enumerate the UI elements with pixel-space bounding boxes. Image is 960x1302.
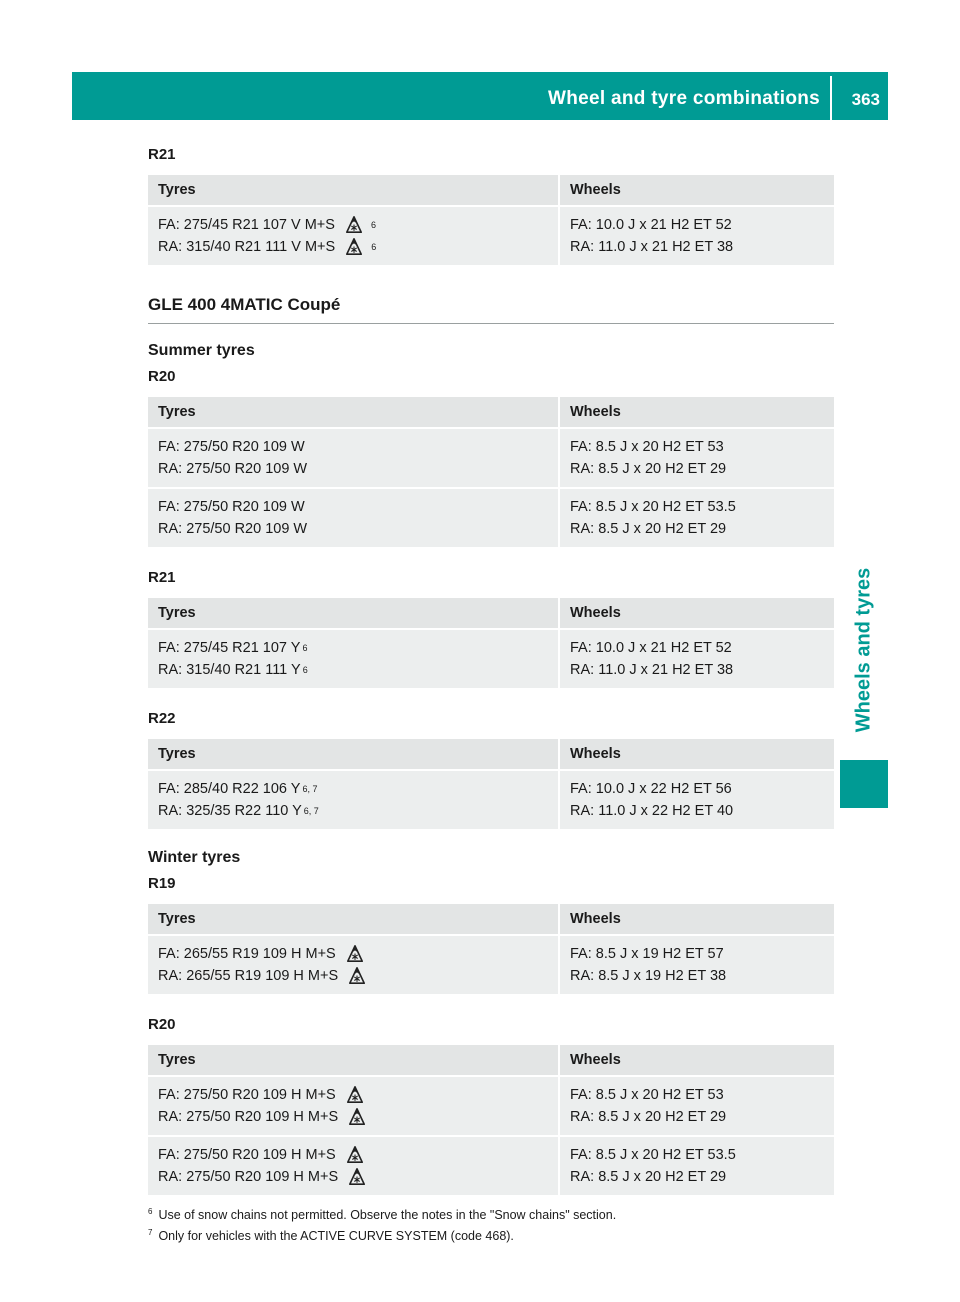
footnote-number: 6: [148, 1207, 153, 1216]
rim-size-label: R20: [148, 1016, 176, 1033]
footnote: [148, 1203, 834, 1224]
tyre-table: [148, 395, 834, 549]
column-header-tyres: Tyres: [148, 397, 560, 427]
table-row: [148, 489, 834, 547]
tyres-cell: [148, 630, 560, 688]
side-tab-marker: [840, 760, 888, 808]
footnote-ref: 6: [370, 220, 376, 230]
rear-axle-tyre: RA: 275/50 R20 109 H M+S: [158, 1109, 339, 1125]
wheels-cell: [560, 1137, 834, 1195]
rear-axle-wheel: RA: 8.5 J x 19 H2 ET 38: [570, 968, 727, 984]
footnote-number: 7: [148, 1228, 153, 1238]
front-axle-tyre-line: [158, 436, 548, 458]
rear-axle-wheel-line: [570, 1166, 824, 1188]
header-bar: [72, 72, 888, 120]
front-axle-tyre: FA: 275/50 R20 109 H M+S: [158, 1087, 336, 1103]
rear-axle-tyre: RA: 325/35 R22 110 Y: [158, 803, 302, 819]
section-title: GLE 400 4MATIC Coupé: [148, 295, 834, 324]
tyres-cell: [148, 429, 560, 487]
mountain-snowflake-icon: [346, 945, 364, 963]
tyre-table: [148, 173, 834, 267]
rear-axle-tyre: RA: 275/50 R20 109 W: [158, 521, 308, 537]
table-row: [148, 771, 834, 829]
tyres-cell: [148, 936, 560, 994]
wheels-cell: [560, 207, 834, 265]
tyres-cell: [148, 489, 560, 547]
front-axle-tyre-line: [158, 214, 548, 236]
front-axle-tyre-line: [158, 1084, 548, 1106]
front-axle-tyre-line: [158, 778, 548, 800]
footnote-ref: 6: [302, 643, 308, 653]
rear-axle-tyre: RA: 275/50 R20 109 W: [158, 461, 308, 477]
column-header-wheels: Wheels: [560, 598, 834, 628]
front-axle-wheel-line: [570, 1144, 824, 1166]
side-tab: [840, 540, 888, 760]
rear-axle-wheel: RA: 8.5 J x 20 H2 ET 29: [570, 1109, 727, 1125]
table-row: [148, 207, 834, 265]
column-header-tyres: Tyres: [148, 175, 560, 205]
page-title: Wheel and tyre combinations: [547, 88, 820, 109]
front-axle-tyre: FA: 275/45 R21 107 V M+S: [158, 217, 335, 233]
front-axle-wheel: FA: 8.5 J x 20 H2 ET 53.5: [570, 499, 736, 515]
tyres-cell: [148, 771, 560, 829]
mountain-snowflake-icon: [345, 238, 363, 256]
rear-axle-tyre: RA: 275/50 R20 109 H M+S: [158, 1169, 339, 1185]
rim-size-label: R21: [148, 146, 176, 163]
mountain-snowflake-icon: [348, 1108, 366, 1126]
column-header-wheels: Wheels: [560, 739, 834, 769]
column-header-tyres: Tyres: [148, 739, 560, 769]
table-row: [148, 936, 834, 994]
tyre-table: [148, 737, 834, 831]
rear-axle-tyre-line: [158, 1106, 548, 1128]
rear-axle-tyre-line: [158, 965, 548, 987]
front-axle-tyre: FA: 285/40 R22 106 Y: [158, 781, 301, 797]
front-axle-wheel-line: [570, 1084, 824, 1106]
rear-axle-wheel: RA: 11.0 J x 21 H2 ET 38: [570, 662, 734, 678]
front-axle-wheel-line: [570, 637, 824, 659]
front-axle-wheel-line: [570, 214, 824, 236]
rim-size-label: R20: [148, 368, 176, 385]
column-header-tyres: Tyres: [148, 598, 560, 628]
front-axle-tyre-line: [158, 943, 548, 965]
rear-axle-wheel-line: [570, 236, 824, 258]
wheels-cell: [560, 771, 834, 829]
footnote-text: Use of snow chains not permitted. Observe the notes in the "Snow chains" section.: [158, 1208, 617, 1223]
rear-axle-tyre-line: [158, 518, 548, 540]
front-axle-tyre-line: [158, 1144, 548, 1166]
table-row: [148, 429, 834, 487]
rear-axle-tyre: RA: 315/40 R21 111 Y: [158, 662, 301, 678]
tyre-table: [148, 902, 834, 996]
rear-axle-wheel-line: [570, 659, 824, 681]
front-axle-tyre: FA: 265/55 R19 109 H M+S: [158, 946, 336, 962]
rear-axle-wheel: RA: 11.0 J x 22 H2 ET 40: [570, 803, 734, 819]
mountain-snowflake-icon: [346, 1086, 364, 1104]
front-axle-wheel: FA: 8.5 J x 19 H2 ET 57: [570, 946, 724, 962]
rear-axle-wheel: RA: 8.5 J x 20 H2 ET 29: [570, 1169, 727, 1185]
front-axle-wheel-line: [570, 778, 824, 800]
front-axle-wheel-line: [570, 943, 824, 965]
front-axle-tyre: FA: 275/50 R20 109 W: [158, 499, 305, 515]
rear-axle-tyre-line: [158, 458, 548, 480]
column-header-tyres: Tyres: [148, 1045, 560, 1075]
tyre-table: [148, 596, 834, 690]
rear-axle-wheel: RA: 8.5 J x 20 H2 ET 29: [570, 461, 727, 477]
subhead: Summer tyres: [148, 342, 255, 359]
table-row: [148, 1137, 834, 1195]
mountain-snowflake-icon: [345, 216, 363, 234]
rear-axle-tyre: RA: 265/55 R19 109 H M+S: [158, 968, 339, 984]
footnotes: [148, 1203, 834, 1245]
tyre-table: [148, 1043, 834, 1197]
rear-axle-wheel: RA: 11.0 J x 21 H2 ET 38: [570, 239, 734, 255]
table-row: [148, 1077, 834, 1135]
rear-axle-wheel-line: [570, 458, 824, 480]
mountain-snowflake-icon: [348, 967, 366, 985]
rear-axle-tyre-line: [158, 236, 548, 258]
front-axle-wheel: FA: 8.5 J x 20 H2 ET 53.5: [570, 1147, 736, 1163]
front-axle-tyre: FA: 275/45 R21 107 Y: [158, 640, 301, 656]
mountain-snowflake-icon: [346, 1146, 364, 1164]
column-header-wheels: Wheels: [560, 904, 834, 934]
front-axle-wheel-line: [570, 436, 824, 458]
footnote-text: Only for vehicles with the ACTIVE CURVE SYSTEM (code 468).: [158, 1229, 514, 1244]
rear-axle-wheel-line: [570, 1106, 824, 1128]
rear-axle-tyre-line: [158, 659, 548, 681]
front-axle-tyre-line: [158, 496, 548, 518]
rear-axle-wheel: RA: 8.5 J x 20 H2 ET 29: [570, 521, 727, 537]
rear-axle-tyre: RA: 315/40 R21 111 V M+S: [158, 239, 336, 255]
content: [148, 140, 834, 1245]
footnote: [148, 1224, 834, 1245]
wheels-cell: [560, 489, 834, 547]
front-axle-wheel: FA: 8.5 J x 20 H2 ET 53: [570, 439, 724, 455]
tyres-cell: [148, 207, 560, 265]
rear-axle-wheel-line: [570, 518, 824, 540]
wheels-cell: [560, 429, 834, 487]
rear-axle-tyre-line: [158, 1166, 548, 1188]
rim-size-label: R22: [148, 710, 176, 727]
side-tab-label: Wheels and tyres: [852, 567, 875, 733]
footnote-ref: 6: [302, 665, 308, 675]
wheels-cell: [560, 630, 834, 688]
column-header-wheels: Wheels: [560, 1045, 834, 1075]
rim-size-label: R19: [148, 875, 176, 892]
rear-axle-wheel-line: [570, 800, 824, 822]
table-row: [148, 630, 834, 688]
front-axle-wheel: FA: 8.5 J x 20 H2 ET 53: [570, 1087, 724, 1103]
wheels-cell: [560, 1077, 834, 1135]
column-header-wheels: Wheels: [560, 175, 834, 205]
front-axle-wheel-line: [570, 496, 824, 518]
page-number: 363: [851, 90, 880, 109]
subhead: Winter tyres: [148, 849, 241, 866]
column-header-wheels: Wheels: [560, 397, 834, 427]
wheels-cell: [560, 936, 834, 994]
mountain-snowflake-icon: [348, 1168, 366, 1186]
rear-axle-tyre-line: [158, 800, 548, 822]
tyres-cell: [148, 1137, 560, 1195]
footnote-ref: 6, 7: [302, 784, 318, 794]
footnote-ref: 6, 7: [303, 806, 319, 816]
front-axle-wheel: FA: 10.0 J x 21 H2 ET 52: [570, 217, 732, 233]
column-header-tyres: Tyres: [148, 904, 560, 934]
header-divider: [830, 76, 832, 120]
rim-size-label: R21: [148, 569, 176, 586]
front-axle-tyre-line: [158, 637, 548, 659]
front-axle-tyre: FA: 275/50 R20 109 H M+S: [158, 1147, 336, 1163]
rear-axle-wheel-line: [570, 965, 824, 987]
front-axle-tyre: FA: 275/50 R20 109 W: [158, 439, 305, 455]
front-axle-wheel: FA: 10.0 J x 21 H2 ET 52: [570, 640, 732, 656]
tyres-cell: [148, 1077, 560, 1135]
front-axle-wheel: FA: 10.0 J x 22 H2 ET 56: [570, 781, 732, 797]
footnote-ref: 6: [371, 242, 377, 252]
